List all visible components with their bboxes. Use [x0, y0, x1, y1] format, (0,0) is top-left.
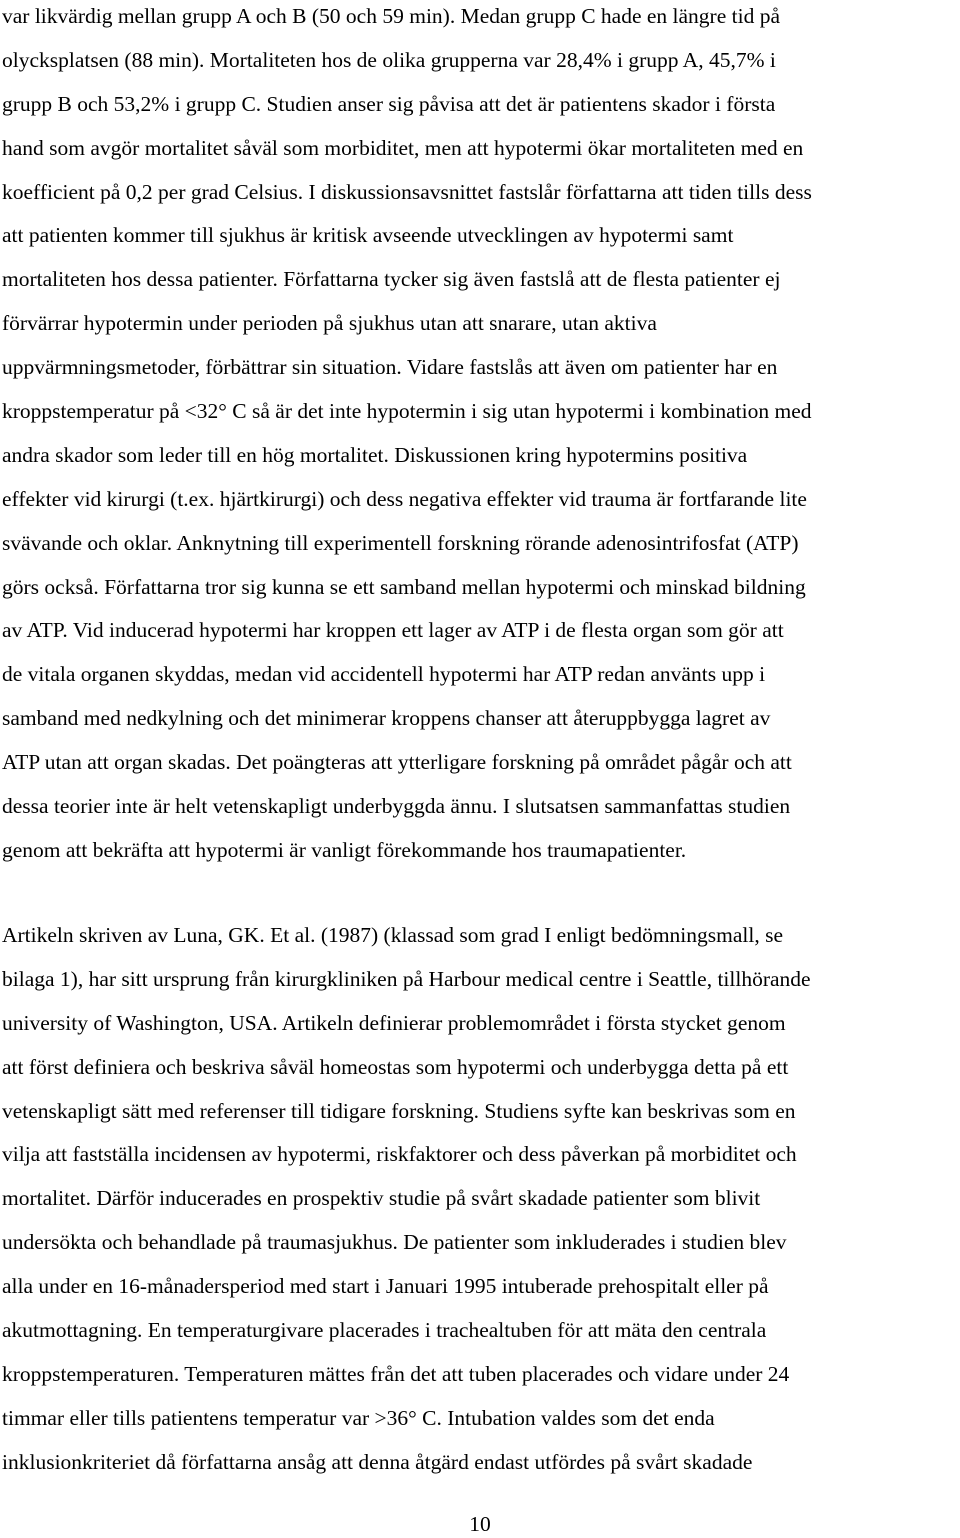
- text-line: mortaliteten hos dessa patienter. Författarna tycker sig även fastslå att de flesta patienter ej: [2, 267, 781, 292]
- text-line: görs också. Författarna tror sig kunna se ett samband mellan hypotermi och minskad bildning: [2, 574, 806, 599]
- text-line: samband med nedkylning och det minimerar kroppens chanser att återuppbygga lagret av: [2, 706, 771, 731]
- paragraph-hypothermia-discussion: [2, 0, 958, 873]
- text-line: var likvärdig mellan grupp A och B (50 och 59 min). Medan grupp C hade en längre tid på: [2, 4, 780, 28]
- text-line: förvärrar hypotermin under perioden på sjukhus utan att snarare, utan aktiva: [2, 311, 657, 336]
- text-line: timmar eller tills patientens temperatur var >36° C. Intubation valdes som det enda: [2, 1405, 715, 1430]
- text-line: vilja att fastställa incidensen av hypotermi, riskfaktorer och dess påverkan på morbiditet och: [2, 1142, 797, 1167]
- text-line: university of Washington, USA. Artikeln definierar problemområdet i första stycket genom: [2, 1010, 786, 1035]
- text-line: hand som avgör mortalitet såväl som morbiditet, men att hypotermi ökar mortaliteten med en: [2, 135, 804, 160]
- text-line: dessa teorier inte är helt vetenskapligt underbyggda ännu. I slutsatsen sammanfattas studien: [2, 794, 791, 819]
- text-line: de vitala organen skyddas, medan vid accidentell hypotermi har ATP redan använts upp i: [2, 662, 766, 687]
- text-line: av ATP. Vid inducerad hypotermi har kroppen ett lager av ATP i de flesta organ som gör att: [2, 618, 784, 643]
- text-line: uppvärmningsmetoder, förbättrar sin situation. Vidare fastslås att även om patienter har en: [2, 355, 778, 380]
- text-line: mortalitet. Därför inducerades en prospektiv studie på svårt skadade patienter som blivit: [2, 1186, 761, 1211]
- text-line: koefficient på 0,2 per grad Celsius. I diskussionsavsnittet fastslår författarna att tiden tills dess: [2, 179, 812, 204]
- text-line: undersökta och behandlade på traumasjukhus. De patienter som inkluderades i studien blev: [2, 1230, 787, 1255]
- text-line: akutmottagning. En temperaturgivare placerades i trachealtuben för att mäta den centrala: [2, 1318, 767, 1343]
- page-number: 10: [469, 1512, 491, 1536]
- text-line: kroppstemperatur på <32° C så är det inte hypotermin i sig utan hypotermi i kombination med: [2, 399, 812, 424]
- text-line: svävande och oklar. Anknytning till experimentell forskning rörande adenosintrifosfat (ATP): [2, 530, 799, 555]
- text-line: inklusionkriteriet då författarna ansåg att denna åtgärd endast utfördes på svårt skadade: [2, 1449, 753, 1474]
- text-line: grupp B och 53,2% i grupp C. Studien anser sig påvisa att det är patientens skador i första: [2, 91, 776, 116]
- text-line: alla under en 16-månadersperiod med start i Januari 1995 intuberade prehospitalt eller på: [2, 1274, 769, 1299]
- text-line: Artikeln skriven av Luna, GK. Et al. (1987) (klassad som grad I enligt bedömningsmall, se: [2, 923, 784, 947]
- paragraph-luna-article-review: [2, 914, 958, 1485]
- text-line: att först definiera och beskriva såväl homeostas som hypotermi och underbygga detta på ett: [2, 1054, 789, 1079]
- text-line: genom att bekräfta att hypotermi är vanligt förekommande hos traumapatienter.: [2, 837, 687, 862]
- text-line: ATP utan att organ skadas. Det poängteras att ytterligare forskning på området pågår och att: [2, 750, 792, 775]
- text-line: effekter vid kirurgi (t.ex. hjärtkirurgi) och dess negativa effekter vid trauma är fortfarande lite: [2, 486, 807, 511]
- text-line: andra skador som leder till en hög mortalitet. Diskussionen kring hypotermins positiva: [2, 442, 748, 467]
- text-line: att patienten kommer till sjukhus är kritisk avseende utvecklingen av hypotermi samt: [2, 223, 734, 248]
- text-line: bilaga 1), har sitt ursprung från kirurgkliniken på Harbour medical centre i Seattle, tillhörande: [2, 966, 811, 991]
- text-line: olycksplatsen (88 min). Mortaliteten hos de olika grupperna var 28,4% i grupp A, 45,7% i: [2, 47, 776, 72]
- text-line: vetenskapligt sätt med referenser till tidigare forskning. Studiens syfte kan beskrivas som en: [2, 1098, 796, 1123]
- text-line: kroppstemperaturen. Temperaturen mättes från det att tuben placerades och vidare under 24: [2, 1361, 790, 1386]
